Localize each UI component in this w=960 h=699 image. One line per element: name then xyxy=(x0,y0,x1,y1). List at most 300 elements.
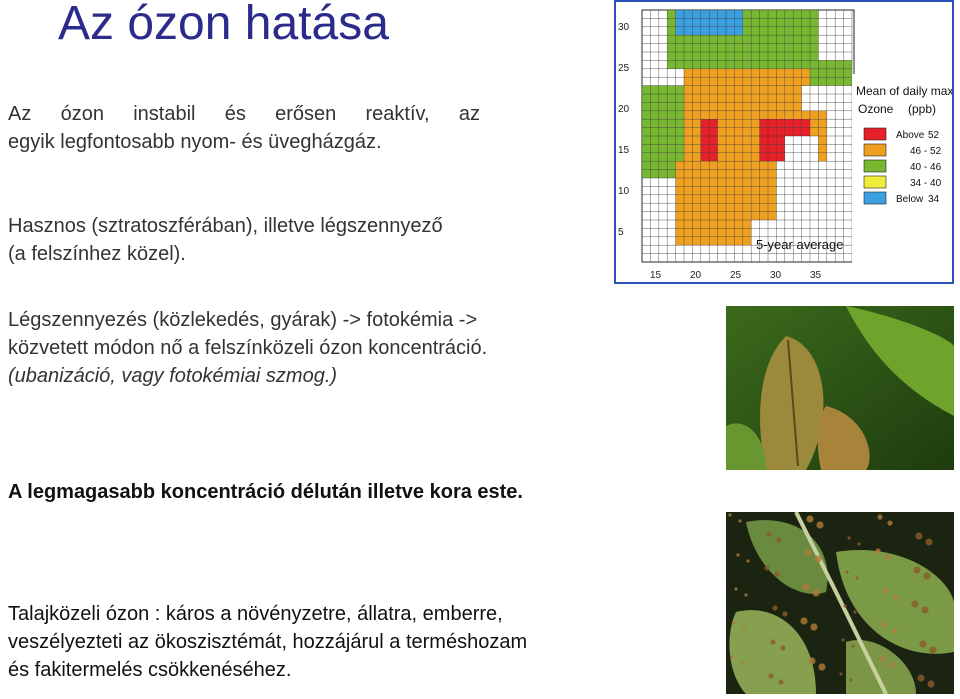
map-cell xyxy=(684,228,692,236)
map-cell xyxy=(709,153,717,161)
map-cell xyxy=(726,203,734,211)
map-cell xyxy=(692,237,700,245)
map-cell xyxy=(692,203,700,211)
x-tick-label: 20 xyxy=(690,270,702,281)
legend-title-2: Ozone xyxy=(858,102,894,116)
map-cell xyxy=(701,52,709,60)
text-line-italic: (ubanizáció, vagy fotokémiai szmog.) xyxy=(8,365,338,387)
map-cell xyxy=(726,144,734,152)
map-cell xyxy=(667,27,675,35)
map-cell xyxy=(810,52,818,60)
map-cell xyxy=(776,10,784,18)
map-cell xyxy=(751,44,759,52)
map-cell xyxy=(709,69,717,77)
map-cell xyxy=(676,10,684,18)
map-cell xyxy=(701,237,709,245)
map-cell xyxy=(709,44,717,52)
map-cell xyxy=(768,161,776,169)
map-cell xyxy=(818,77,826,85)
map-cell xyxy=(785,52,793,60)
map-cell xyxy=(818,111,826,119)
damage-spot xyxy=(770,639,775,644)
map-cell xyxy=(793,35,801,43)
map-cell xyxy=(650,94,658,102)
map-cell xyxy=(760,203,768,211)
map-cell xyxy=(667,94,675,102)
map-cell xyxy=(718,52,726,60)
map-cell xyxy=(709,212,717,220)
map-cell xyxy=(709,136,717,144)
map-cell xyxy=(726,69,734,77)
legend-label: Below xyxy=(896,194,924,205)
damage-spot xyxy=(732,621,735,624)
legend-swatch xyxy=(864,160,886,172)
map-cell xyxy=(743,128,751,136)
map-cell xyxy=(718,195,726,203)
ozone-map-svg xyxy=(616,2,952,282)
damage-spot xyxy=(841,638,844,641)
map-cell xyxy=(692,212,700,220)
map-cell xyxy=(709,161,717,169)
map-cell xyxy=(676,228,684,236)
legend-value: 34 xyxy=(928,194,940,205)
map-cell xyxy=(676,161,684,169)
map-cell xyxy=(760,195,768,203)
map-cell xyxy=(776,52,784,60)
map-cell xyxy=(768,102,776,110)
map-cell xyxy=(718,178,726,186)
map-cell xyxy=(768,136,776,144)
map-cell xyxy=(659,86,667,94)
map-cell xyxy=(684,111,692,119)
damage-spot xyxy=(738,519,741,522)
map-cell xyxy=(726,128,734,136)
map-cell xyxy=(751,186,759,194)
map-cell xyxy=(810,18,818,26)
map-cell xyxy=(692,77,700,85)
legend-swatch xyxy=(864,176,886,188)
damage-spot xyxy=(845,570,848,573)
map-cell xyxy=(785,44,793,52)
damage-spot xyxy=(855,576,858,579)
map-cell xyxy=(768,35,776,43)
map-cell xyxy=(802,77,810,85)
map-cell xyxy=(676,144,684,152)
map-cell xyxy=(718,27,726,35)
map-cell xyxy=(701,178,709,186)
map-cell xyxy=(709,60,717,68)
map-cell xyxy=(718,60,726,68)
map-cell xyxy=(760,86,768,94)
map-cell xyxy=(768,94,776,102)
map-cell xyxy=(684,170,692,178)
map-cell xyxy=(776,144,784,152)
map-cell xyxy=(676,195,684,203)
damage-spot xyxy=(808,657,815,664)
damage-spot xyxy=(804,549,811,556)
map-cell xyxy=(684,144,692,152)
map-cell xyxy=(818,144,826,152)
map-cell xyxy=(692,86,700,94)
map-cell xyxy=(802,35,810,43)
map-cell xyxy=(726,195,734,203)
slide-title: Az ózon hatása xyxy=(58,0,389,50)
map-cell xyxy=(785,102,793,110)
map-cell xyxy=(709,35,717,43)
map-cell xyxy=(743,69,751,77)
map-cell xyxy=(810,69,818,77)
map-cell xyxy=(684,195,692,203)
leaf-photo-top xyxy=(726,306,954,470)
map-cell xyxy=(718,212,726,220)
map-cell xyxy=(676,203,684,211)
damage-spot xyxy=(839,672,842,675)
damage-spot xyxy=(800,617,807,624)
leaf-photo-top-svg xyxy=(726,306,954,470)
map-cell xyxy=(760,35,768,43)
text-line: (a felszínhez közel). xyxy=(8,243,186,265)
map-cell xyxy=(734,144,742,152)
map-cell xyxy=(701,119,709,127)
map-cell xyxy=(726,111,734,119)
map-cell xyxy=(785,128,793,136)
map-cell xyxy=(659,111,667,119)
map-cell xyxy=(793,119,801,127)
map-cell xyxy=(701,128,709,136)
damage-spot xyxy=(929,646,936,653)
map-cell xyxy=(810,35,818,43)
map-cell xyxy=(726,228,734,236)
map-cell xyxy=(734,94,742,102)
map-cell xyxy=(760,212,768,220)
map-cell xyxy=(701,153,709,161)
map-cell xyxy=(785,94,793,102)
map-cell xyxy=(768,18,776,26)
map-cell xyxy=(684,10,692,18)
map-cell xyxy=(768,52,776,60)
map-cell xyxy=(650,119,658,127)
map-cell xyxy=(726,86,734,94)
map-cell xyxy=(684,136,692,144)
map-cell xyxy=(692,119,700,127)
text-line: Légszennyezés (közlekedés, gyárak) -> fotokémia -> xyxy=(8,309,478,331)
map-cell xyxy=(768,153,776,161)
map-cell xyxy=(667,119,675,127)
map-cell xyxy=(701,203,709,211)
map-cell xyxy=(726,10,734,18)
map-cell xyxy=(743,111,751,119)
map-cell xyxy=(684,220,692,228)
map-cell xyxy=(676,52,684,60)
map-cell xyxy=(810,119,818,127)
map-cell xyxy=(810,10,818,18)
map-cell xyxy=(734,237,742,245)
map-cell xyxy=(768,44,776,52)
map-cell xyxy=(667,144,675,152)
y-tick-label: 25 xyxy=(618,63,630,74)
map-cell xyxy=(743,35,751,43)
map-cell xyxy=(642,86,650,94)
map-cell xyxy=(802,10,810,18)
map-cell xyxy=(768,86,776,94)
map-cell xyxy=(709,111,717,119)
map-cell xyxy=(726,212,734,220)
text-line: Talajközeli ózon : káros a növényzetre, állatra, emberre, xyxy=(8,603,503,625)
damage-spot xyxy=(776,537,781,542)
damage-spot xyxy=(746,559,749,562)
map-cell xyxy=(684,153,692,161)
map-cell xyxy=(785,86,793,94)
map-cell xyxy=(684,128,692,136)
damage-spot xyxy=(893,594,898,599)
map-cell xyxy=(734,195,742,203)
map-cell xyxy=(760,69,768,77)
map-cell xyxy=(810,60,818,68)
map-cell xyxy=(692,27,700,35)
damage-spot xyxy=(736,553,739,556)
y-tick-label: 30 xyxy=(618,22,630,33)
map-cell xyxy=(676,27,684,35)
map-cell xyxy=(642,144,650,152)
damage-spot xyxy=(802,583,809,590)
damage-spot xyxy=(875,548,880,553)
map-cell xyxy=(802,111,810,119)
map-cell xyxy=(692,94,700,102)
map-cell xyxy=(734,170,742,178)
map-cell xyxy=(718,94,726,102)
map-cell xyxy=(743,237,751,245)
damage-spot xyxy=(889,662,894,667)
map-cell xyxy=(718,44,726,52)
map-cell xyxy=(768,178,776,186)
damage-spot xyxy=(913,566,920,573)
map-cell xyxy=(676,220,684,228)
map-cell xyxy=(810,77,818,85)
map-cell xyxy=(726,220,734,228)
map-cell xyxy=(701,212,709,220)
map-cell xyxy=(718,128,726,136)
map-cell xyxy=(743,136,751,144)
map-cell xyxy=(709,144,717,152)
x-tick-label: 35 xyxy=(810,270,822,281)
map-cell xyxy=(684,35,692,43)
map-cell xyxy=(667,136,675,144)
map-cell xyxy=(743,27,751,35)
map-cell xyxy=(709,52,717,60)
map-cell xyxy=(718,136,726,144)
map-cell xyxy=(734,10,742,18)
map-cell xyxy=(793,44,801,52)
damage-spot xyxy=(911,600,918,607)
map-cell xyxy=(726,186,734,194)
map-cell xyxy=(768,111,776,119)
map-cell xyxy=(768,195,776,203)
damage-spot xyxy=(812,589,819,596)
map-cell xyxy=(684,52,692,60)
damage-spot xyxy=(877,514,882,519)
map-cell xyxy=(684,119,692,127)
damage-spot xyxy=(885,554,890,559)
map-cell xyxy=(701,77,709,85)
map-cell xyxy=(684,18,692,26)
map-cell xyxy=(684,69,692,77)
map-cell xyxy=(743,228,751,236)
x-axis-ticks xyxy=(650,270,822,281)
damage-spot xyxy=(810,623,817,630)
map-cell xyxy=(701,18,709,26)
map-cell xyxy=(718,153,726,161)
map-cell xyxy=(701,60,709,68)
map-cell xyxy=(802,44,810,52)
map-cell xyxy=(701,69,709,77)
map-cell xyxy=(718,10,726,18)
map-cell xyxy=(726,178,734,186)
map-cell xyxy=(667,35,675,43)
map-cell xyxy=(785,35,793,43)
map-cell xyxy=(718,77,726,85)
map-cell xyxy=(751,18,759,26)
map-cell xyxy=(642,102,650,110)
map-cell xyxy=(776,94,784,102)
damage-spot xyxy=(853,610,856,613)
map-cell xyxy=(751,128,759,136)
map-cell xyxy=(726,94,734,102)
map-cell xyxy=(751,178,759,186)
map-cell xyxy=(667,161,675,169)
y-tick-label: 15 xyxy=(618,145,630,156)
map-cell xyxy=(760,27,768,35)
map-cell xyxy=(734,178,742,186)
text-line: és fakitermelés csökkenéséhez. xyxy=(8,659,292,681)
map-cell xyxy=(802,128,810,136)
damage-spot xyxy=(744,593,747,596)
map-cell xyxy=(734,44,742,52)
damage-spot xyxy=(818,663,825,670)
map-cell xyxy=(844,69,852,77)
map-cell xyxy=(760,153,768,161)
map-cell xyxy=(718,35,726,43)
legend-swatch xyxy=(864,144,886,156)
map-cell xyxy=(743,178,751,186)
map-cell xyxy=(818,153,826,161)
map-cell xyxy=(802,27,810,35)
map-cell xyxy=(659,94,667,102)
map-cell xyxy=(793,128,801,136)
damage-spot xyxy=(849,678,852,681)
map-cell xyxy=(743,94,751,102)
map-cell xyxy=(709,178,717,186)
map-cell xyxy=(743,60,751,68)
map-cell xyxy=(709,77,717,85)
map-cell xyxy=(760,60,768,68)
damage-spot xyxy=(919,640,926,647)
map-cell xyxy=(650,153,658,161)
map-cell xyxy=(692,102,700,110)
text-line: közvetett módon nő a felszínközeli ózon koncentráció. xyxy=(8,337,488,359)
map-cell xyxy=(751,170,759,178)
map-cell xyxy=(785,111,793,119)
map-cell xyxy=(743,52,751,60)
map-cell xyxy=(692,178,700,186)
map-cell xyxy=(676,86,684,94)
map-cell xyxy=(718,237,726,245)
map-cell xyxy=(650,111,658,119)
map-cell xyxy=(751,27,759,35)
map-cell xyxy=(785,60,793,68)
map-cell xyxy=(692,18,700,26)
map-cell xyxy=(726,153,734,161)
map-cell xyxy=(709,195,717,203)
map-cell xyxy=(692,111,700,119)
map-cell xyxy=(818,136,826,144)
map-cell xyxy=(642,170,650,178)
legend-label: Above xyxy=(896,130,925,141)
damage-spot xyxy=(766,531,771,536)
map-cell xyxy=(768,60,776,68)
map-cell xyxy=(760,119,768,127)
map-cell xyxy=(760,111,768,119)
damage-spot xyxy=(742,627,745,630)
map-cell xyxy=(676,35,684,43)
map-cell xyxy=(718,111,726,119)
damage-spot xyxy=(921,606,928,613)
map-cell xyxy=(684,203,692,211)
map-cell xyxy=(768,119,776,127)
map-cell xyxy=(718,186,726,194)
map-cell xyxy=(760,136,768,144)
damage-spot xyxy=(734,587,737,590)
damage-spot xyxy=(851,644,854,647)
damage-spot xyxy=(915,532,922,539)
map-cell xyxy=(642,136,650,144)
map-cell xyxy=(684,237,692,245)
map-cell xyxy=(827,69,835,77)
map-cell xyxy=(743,186,751,194)
map-cell xyxy=(718,170,726,178)
map-cell xyxy=(835,69,843,77)
map-cell xyxy=(642,94,650,102)
map-cell xyxy=(751,111,759,119)
map-cell xyxy=(785,10,793,18)
map-cell xyxy=(776,153,784,161)
legend-value: 52 xyxy=(928,130,940,141)
map-cell xyxy=(793,111,801,119)
map-cell xyxy=(692,35,700,43)
map-cell xyxy=(734,111,742,119)
map-cell xyxy=(692,170,700,178)
map-cell xyxy=(726,136,734,144)
map-cell xyxy=(718,86,726,94)
map-cell xyxy=(667,10,675,18)
map-cell xyxy=(650,128,658,136)
map-cell xyxy=(802,60,810,68)
damage-spot xyxy=(923,572,930,579)
map-cell xyxy=(684,27,692,35)
map-cell xyxy=(743,119,751,127)
map-cell xyxy=(692,161,700,169)
damage-spot xyxy=(772,605,777,610)
map-cell xyxy=(701,195,709,203)
damage-spot xyxy=(764,565,769,570)
map-cell xyxy=(718,119,726,127)
map-cell xyxy=(793,18,801,26)
map-cell xyxy=(751,203,759,211)
map-cell xyxy=(718,220,726,228)
map-cell xyxy=(726,52,734,60)
map-cell xyxy=(667,18,675,26)
map-cell xyxy=(793,69,801,77)
map-cell xyxy=(676,178,684,186)
